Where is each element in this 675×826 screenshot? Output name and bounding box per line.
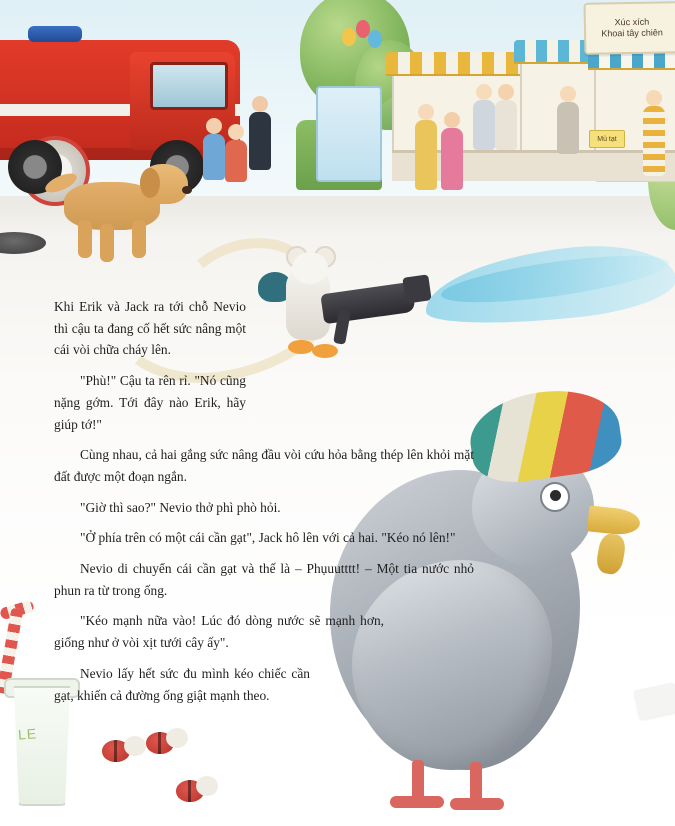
balloon-icon (342, 28, 356, 46)
story-text (54, 296, 474, 715)
person-head (646, 90, 662, 106)
person-head (206, 118, 222, 134)
person-head (498, 84, 514, 100)
person-head (252, 96, 268, 112)
person-body (473, 100, 495, 150)
stall-awning (386, 52, 528, 76)
mustard-sign-label: Mù tạt (597, 135, 617, 143)
person-body (415, 120, 437, 190)
story-paragraph: "Ở phía trên có một cái cần gạt", Jack hô lên với cả hai. "Kéo nó lên!" (80, 530, 456, 546)
ladybug-head (196, 776, 218, 796)
pigeon-foot (450, 798, 504, 810)
person-body (225, 140, 247, 182)
firefighter (252, 96, 271, 170)
stall-vendor (560, 86, 579, 154)
striped-shirt-bystander (646, 90, 665, 176)
person-body (643, 106, 665, 176)
cup-label: LE (17, 725, 38, 743)
emergency-light-icon (28, 26, 82, 42)
pigeon-leg (470, 762, 482, 802)
food-stall-sign (584, 1, 675, 55)
woman-bystander (444, 112, 463, 190)
stall-vendor (498, 84, 517, 150)
mouse-head (292, 252, 328, 284)
story-paragraph: "Giờ thì sao?" Nevio thở phì phò hỏi. (80, 499, 281, 515)
ladybug-head (124, 736, 146, 756)
girl-bystander (418, 104, 437, 190)
mustard-sign (589, 130, 625, 148)
story-paragraph: Nevio lấy hết sức đu mình kéo chiếc cần gạt, khiến cả đường ống giật mạnh theo. (54, 665, 310, 703)
story-paragraph: Cùng nhau, cả hai gắng sức nâng đầu vòi cứu hỏa bằng thép lên khỏi mặt đất được một đoạn ngắn. (54, 447, 474, 484)
food-stall-sign-line2: Khoai tây chiên (601, 27, 663, 39)
child-bystander (206, 118, 225, 180)
person-body (203, 134, 225, 180)
person-body (557, 102, 579, 154)
balloon-icon (368, 30, 382, 48)
pigeon-foot (390, 796, 444, 808)
story-paragraph: Khi Erik và Jack ra tới chỗ Nevio thì cậu ta đang cố hết sức nâng một cái vòi chữa cháy lên. (54, 299, 246, 358)
person-body (495, 100, 517, 150)
child-bystander (228, 124, 247, 182)
dog-leg (78, 220, 92, 258)
ladybug-head (166, 728, 188, 748)
person-head (444, 112, 460, 128)
person-head (476, 84, 492, 100)
person-head (560, 86, 576, 102)
stall-vendor (476, 84, 495, 150)
fire-truck-window (150, 62, 228, 110)
person-head (418, 104, 434, 120)
food-stall-sign-line1: Xúc xích (614, 16, 650, 28)
person-body (249, 112, 271, 170)
story-paragraph: "Phù!" Cậu ta rên rỉ. "Nó cũng nặng gớm. Tới đây nào Erik, hãy giúp tớ!" (54, 373, 246, 432)
pigeon-leg (412, 760, 424, 800)
person-body (441, 128, 463, 190)
person-head (228, 124, 244, 140)
story-paragraph: "Kéo mạnh nữa vào! Lúc đó dòng nước sẽ mạnh hơn, giống như ở vòi xịt tưới cây ấy". (54, 613, 384, 651)
story-paragraph: Nevio di chuyển cái cần gạt và thế là – Phụuutttt! – Một tia nước nhỏ phun ra từ trong ống. (54, 561, 474, 598)
pigeon-pupil (550, 490, 561, 501)
